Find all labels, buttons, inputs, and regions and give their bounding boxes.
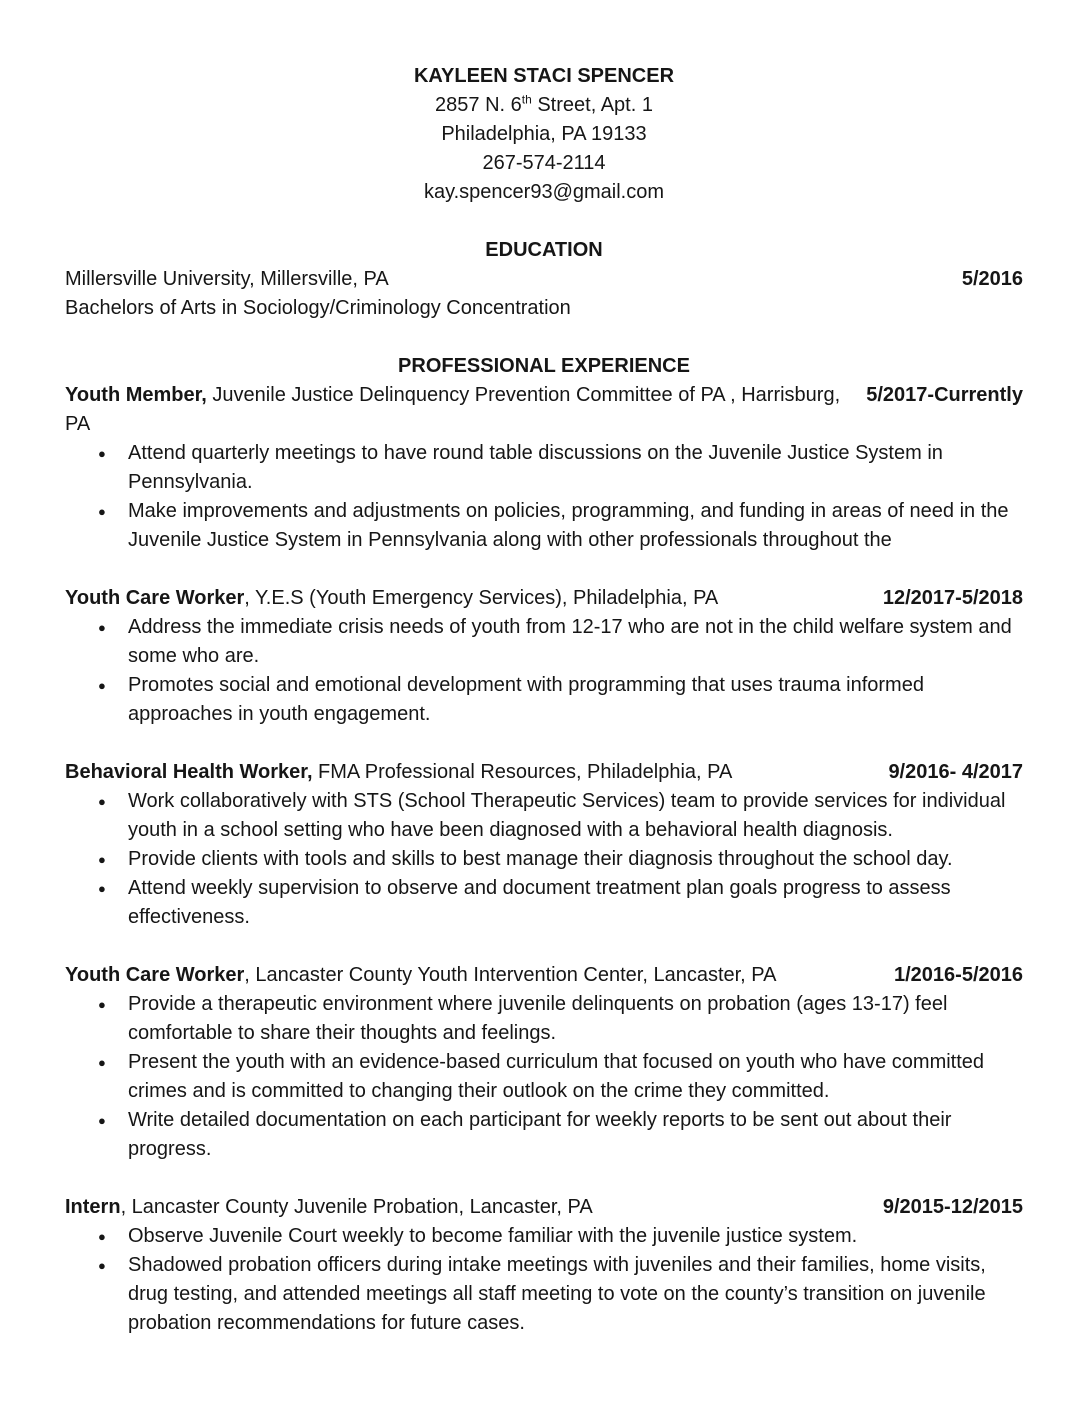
job-entry-youth-care-worker-lancaster <box>65 961 1023 1164</box>
bullet-icon: ● <box>98 997 106 1012</box>
bullet-text: Shadowed probation officers during intake meetings with juveniles and their families, home visits, drug testing, and attended meetings all staff meeting to vote on the county’s transition on juvenile probation recommendations for future cases. <box>128 1254 986 1334</box>
bullet-text: Make improvements and adjustments on policies, programming, and funding in areas of need in the Juvenile Justice System in Pennsylvania along with other professionals throughout the <box>128 500 1009 551</box>
email-address: kay.spencer93@gmail.com <box>423 181 665 203</box>
candidate-name: KAYLEEN STACI SPENCER <box>413 65 675 87</box>
job-date: 1/2016-5/2016 <box>893 964 1023 986</box>
contact-header <box>65 62 1023 207</box>
job-entry-intern <box>65 1193 1023 1338</box>
bullet-item <box>65 1222 1023 1251</box>
bullet-item <box>65 671 1023 729</box>
bullet-text: Observe Juvenile Court weekly to become familiar with the juvenile justice system. <box>128 1225 858 1247</box>
job-title: Youth Care Worker <box>65 587 245 609</box>
bullet-icon: ● <box>98 1229 106 1244</box>
address-city: Philadelphia, PA 19133 <box>441 123 647 145</box>
bullet-icon: ● <box>98 1113 106 1128</box>
bullet-item <box>65 497 1023 555</box>
job-title: Intern <box>65 1196 121 1218</box>
bullet-text: Provide clients with tools and skills to best manage their diagnosis throughout the school day. <box>128 848 953 870</box>
experience-section <box>65 352 1023 1338</box>
bullet-text: Address the immediate crisis needs of youth from 12-17 who are not in the child welfare system and some who are. <box>128 616 1012 667</box>
bullet-text: Write detailed documentation on each participant for weekly reports to be sent out about their progress. <box>128 1109 952 1160</box>
bullet-item <box>65 874 1023 932</box>
ordinal-superscript: th <box>521 92 532 107</box>
job-title-line <box>65 758 876 787</box>
bullet-text: Provide a therapeutic environment where juvenile delinquents on probation (ages 13-17) feel comfortable to share their thoughts and feelings. <box>128 993 948 1044</box>
bullet-icon: ● <box>98 446 106 461</box>
education-section <box>65 236 1023 323</box>
bullet-text: Work collaboratively with STS (School Therapeutic Services) team to provide services for individual youth in a school setting who have been diagnosed with a behavioral health diagnosis. <box>128 790 1006 841</box>
job-header <box>65 584 1023 613</box>
education-heading: EDUCATION <box>485 239 603 261</box>
job-title-line <box>65 381 854 439</box>
job-title: Behavioral Health Worker, <box>65 761 313 783</box>
job-title-line <box>65 584 871 613</box>
bullet-text: Attend quarterly meetings to have round table discussions on the Juvenile Justice System in Pennsylvania. <box>128 442 943 493</box>
bullet-item <box>65 1106 1023 1164</box>
bullet-icon: ● <box>98 620 106 635</box>
job-bullets <box>65 787 1023 932</box>
job-header <box>65 1193 1023 1222</box>
bullet-item <box>65 990 1023 1048</box>
job-company: FMA Professional Resources, Philadelphia, PA <box>312 761 733 783</box>
job-bullets <box>65 1222 1023 1338</box>
bullet-item <box>65 613 1023 671</box>
job-title: Youth Care Worker <box>65 964 245 986</box>
job-bullets <box>65 613 1023 729</box>
job-company: , Lancaster County Juvenile Probation, Lancaster, PA <box>120 1196 593 1218</box>
bullet-item <box>65 845 1023 874</box>
education-date: 5/2016 <box>961 268 1023 290</box>
bullet-icon: ● <box>98 1055 106 1070</box>
job-header <box>65 381 1023 439</box>
job-date: 12/2017-5/2018 <box>882 587 1023 609</box>
phone-number: 267-574-2114 <box>482 152 606 174</box>
bullet-text: Attend weekly supervision to observe and document treatment plan goals progress to assess effectiveness. <box>128 877 951 928</box>
job-bullets <box>65 990 1023 1164</box>
bullet-icon: ● <box>98 1258 106 1273</box>
job-title-line <box>65 961 882 990</box>
bullet-text: Promotes social and emotional development with programming that uses trauma informed approaches in youth engagement. <box>128 674 924 725</box>
education-entry <box>65 265 1023 294</box>
job-company: Juvenile Justice Delinquency Prevention Committee of PA , Harrisburg, PA <box>65 384 841 435</box>
job-title: Youth Member, <box>65 384 207 406</box>
address-street-rest: Street, Apt. 1 <box>531 94 653 116</box>
bullet-item <box>65 1251 1023 1338</box>
bullet-item <box>65 1048 1023 1106</box>
job-entry-behavioral-health-worker <box>65 758 1023 932</box>
job-date: 5/2017-Currently <box>866 384 1023 406</box>
degree-line: Bachelors of Arts in Sociology/Criminology Concentration <box>65 297 571 319</box>
job-date: 9/2016- 4/2017 <box>888 761 1023 783</box>
job-title-line <box>65 1193 871 1222</box>
bullet-icon: ● <box>98 794 106 809</box>
bullet-text: Present the youth with an evidence-based curriculum that focused on youth who have committed crimes and is committed to changing their outlook on the crime they committed. <box>128 1051 985 1102</box>
experience-heading: PROFESSIONAL EXPERIENCE <box>398 355 690 377</box>
bullet-item <box>65 439 1023 497</box>
job-header <box>65 961 1023 990</box>
address-street-base: 2857 N. 6 <box>435 94 522 116</box>
job-entry-youth-care-worker-yes <box>65 584 1023 729</box>
bullet-icon: ● <box>98 678 106 693</box>
bullet-icon: ● <box>98 504 106 519</box>
address-street <box>65 91 1023 120</box>
job-company: , Lancaster County Youth Intervention Center, Lancaster, PA <box>244 964 777 986</box>
bullet-item <box>65 787 1023 845</box>
school-name: Millersville University, Millersville, PA <box>65 268 389 290</box>
job-bullets <box>65 439 1023 555</box>
job-entry-youth-member <box>65 381 1023 555</box>
bullet-icon: ● <box>98 881 106 896</box>
job-company: , Y.E.S (Youth Emergency Services), Philadelphia, PA <box>244 587 719 609</box>
job-date: 9/2015-12/2015 <box>882 1196 1023 1218</box>
bullet-icon: ● <box>98 852 106 867</box>
job-header <box>65 758 1023 787</box>
